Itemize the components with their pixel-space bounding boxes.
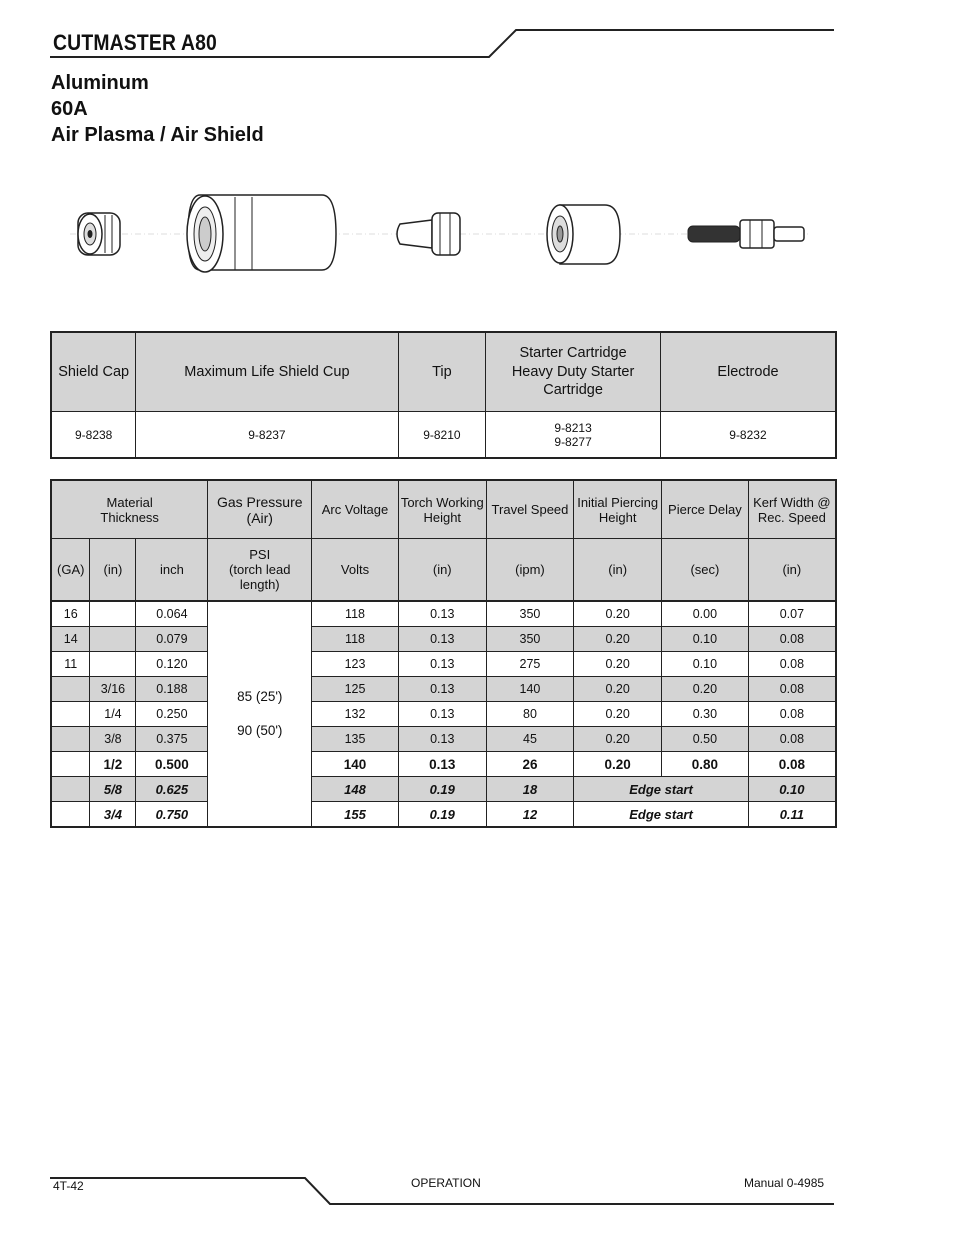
table-row bbox=[51, 777, 836, 802]
cell-inch: 0.750 bbox=[136, 802, 208, 828]
unit-volts: Volts bbox=[312, 539, 399, 602]
cell-ipm: 12 bbox=[486, 802, 574, 828]
parts-header-row bbox=[51, 332, 836, 412]
cut-header-row-1 bbox=[51, 480, 836, 539]
header-initial-piercing-height: Initial Piercing Height bbox=[574, 480, 662, 539]
cell-kerf: 0.08 bbox=[748, 702, 836, 727]
subtitle-amperage: 60A bbox=[51, 98, 88, 120]
starter-cartridge-drawing bbox=[547, 205, 620, 264]
header-travel-speed: Travel Speed bbox=[486, 480, 574, 539]
shield-cup-drawing bbox=[187, 195, 336, 272]
cell-twh: 0.19 bbox=[398, 777, 486, 802]
cell-in: 3/8 bbox=[90, 727, 136, 752]
cell-volts: 132 bbox=[312, 702, 399, 727]
unit-psi-note: (torch lead length) bbox=[229, 562, 291, 592]
unit-ipm: (ipm) bbox=[486, 539, 574, 602]
cell-kerf: 0.08 bbox=[748, 752, 836, 777]
subtitle-material: Aluminum bbox=[51, 72, 149, 94]
value-starter-cartridge-2: 9-8277 bbox=[554, 434, 592, 449]
cell-twh: 0.13 bbox=[398, 652, 486, 677]
table-row bbox=[51, 677, 836, 702]
cell-ipm: 140 bbox=[486, 677, 574, 702]
cell-twh: 0.13 bbox=[398, 627, 486, 652]
cell-ga bbox=[51, 727, 90, 752]
cell-in: 3/4 bbox=[90, 802, 136, 828]
cell-sec: 0.10 bbox=[662, 627, 749, 652]
cell-iph: 0.20 bbox=[574, 627, 662, 652]
table-row bbox=[51, 627, 836, 652]
value-tip: 9-8210 bbox=[398, 412, 486, 459]
cell-twh: 0.13 bbox=[398, 752, 486, 777]
value-shield-cup: 9-8237 bbox=[136, 412, 398, 459]
cell-sec: 0.00 bbox=[662, 601, 749, 627]
header-gas-pressure: Gas Pressure (Air) bbox=[208, 480, 312, 539]
cell-inch: 0.079 bbox=[136, 627, 208, 652]
cell-sec: 0.20 bbox=[662, 677, 749, 702]
header-shield-cup: Maximum Life Shield Cup bbox=[136, 332, 398, 412]
unit-iph: (in) bbox=[574, 539, 662, 602]
tip-drawing bbox=[397, 213, 460, 255]
cell-iph: 0.20 bbox=[574, 601, 662, 627]
value-shield-cap: 9-8238 bbox=[51, 412, 136, 459]
cell-volts: 148 bbox=[312, 777, 399, 802]
document-title: CUTMASTER A80 bbox=[53, 30, 217, 55]
unit-twh: (in) bbox=[398, 539, 486, 602]
cell-sec: 0.50 bbox=[662, 727, 749, 752]
parts-table bbox=[50, 331, 837, 459]
value-electrode: 9-8232 bbox=[660, 412, 836, 459]
cell-inch: 0.188 bbox=[136, 677, 208, 702]
cell-kerf: 0.11 bbox=[748, 802, 836, 828]
table-row bbox=[51, 752, 836, 777]
section-label: OPERATION bbox=[411, 1176, 481, 1190]
table-row bbox=[51, 652, 836, 677]
unit-psi bbox=[208, 539, 312, 602]
cell-inch: 0.064 bbox=[136, 601, 208, 627]
cell-in bbox=[90, 601, 136, 627]
cell-iph: 0.20 bbox=[574, 677, 662, 702]
page-number: 4T-42 bbox=[53, 1179, 84, 1193]
cell-sec: 0.30 bbox=[662, 702, 749, 727]
cell-in: 1/4 bbox=[90, 702, 136, 727]
cell-twh: 0.13 bbox=[398, 677, 486, 702]
cell-gas-pressure bbox=[208, 601, 312, 827]
unit-psi-label: PSI bbox=[249, 547, 271, 562]
cell-inch: 0.120 bbox=[136, 652, 208, 677]
cell-sec: 0.10 bbox=[662, 652, 749, 677]
header-shield-cap: Shield Cap bbox=[51, 332, 136, 412]
table-row bbox=[51, 601, 836, 627]
cell-kerf: 0.08 bbox=[748, 727, 836, 752]
header-pierce-delay: Pierce Delay bbox=[662, 480, 749, 539]
gas-value-25: 85 (25') bbox=[237, 689, 283, 704]
cell-iph: 0.20 bbox=[574, 727, 662, 752]
cell-volts: 135 bbox=[312, 727, 399, 752]
cut-header-row-2 bbox=[51, 539, 836, 602]
cell-inch: 0.375 bbox=[136, 727, 208, 752]
subtitle-block bbox=[51, 70, 264, 148]
cell-iph: 0.20 bbox=[574, 652, 662, 677]
table-row bbox=[51, 727, 836, 752]
cell-twh: 0.13 bbox=[398, 601, 486, 627]
cell-kerf: 0.08 bbox=[748, 652, 836, 677]
cell-ga: 14 bbox=[51, 627, 90, 652]
cell-kerf: 0.07 bbox=[748, 601, 836, 627]
header-tip: Tip bbox=[398, 332, 486, 412]
header-starter-cartridge: Starter Cartridge Heavy Duty Starter Cartridge bbox=[486, 332, 661, 412]
cell-kerf: 0.08 bbox=[748, 677, 836, 702]
cell-ga bbox=[51, 752, 90, 777]
cell-iph: 0.20 bbox=[574, 752, 662, 777]
cell-ipm: 80 bbox=[486, 702, 574, 727]
cell-ga bbox=[51, 802, 90, 828]
cell-volts: 118 bbox=[312, 601, 399, 627]
cell-iph: 0.20 bbox=[574, 702, 662, 727]
cell-volts: 118 bbox=[312, 627, 399, 652]
cell-ga bbox=[51, 702, 90, 727]
cell-inch: 0.250 bbox=[136, 702, 208, 727]
gas-value-50: 90 (50') bbox=[237, 723, 283, 738]
cell-ipm: 26 bbox=[486, 752, 574, 777]
cut-chart-table bbox=[50, 479, 837, 828]
cell-volts: 123 bbox=[312, 652, 399, 677]
header-torch-working-height: Torch Working Height bbox=[398, 480, 486, 539]
unit-kerf: (in) bbox=[748, 539, 836, 602]
cell-ipm: 45 bbox=[486, 727, 574, 752]
parts-values-row bbox=[51, 412, 836, 459]
unit-sec: (sec) bbox=[662, 539, 749, 602]
value-starter-cartridge bbox=[486, 412, 661, 459]
header-material-thickness: Material Thickness bbox=[51, 480, 208, 539]
unit-inch: inch bbox=[136, 539, 208, 602]
subtitle-gas: Air Plasma / Air Shield bbox=[51, 124, 264, 146]
cell-ipm: 350 bbox=[486, 601, 574, 627]
cell-in bbox=[90, 652, 136, 677]
cell-ipm: 18 bbox=[486, 777, 574, 802]
cell-volts: 155 bbox=[312, 802, 399, 828]
shield-cap-drawing bbox=[78, 213, 120, 255]
consumable-parts-illustration bbox=[60, 180, 820, 290]
unit-in: (in) bbox=[90, 539, 136, 602]
cell-in: 5/8 bbox=[90, 777, 136, 802]
table-row bbox=[51, 702, 836, 727]
cell-sec: 0.80 bbox=[662, 752, 749, 777]
cell-ga: 11 bbox=[51, 652, 90, 677]
cell-inch: 0.500 bbox=[136, 752, 208, 777]
cell-in bbox=[90, 627, 136, 652]
header-arc-voltage: Arc Voltage bbox=[312, 480, 399, 539]
manual-number: Manual 0-4985 bbox=[744, 1176, 825, 1190]
cell-ga bbox=[51, 777, 90, 802]
unit-ga: (GA) bbox=[51, 539, 90, 602]
header-electrode: Electrode bbox=[660, 332, 836, 412]
cell-ipm: 350 bbox=[486, 627, 574, 652]
cell-edge-start: Edge start bbox=[574, 777, 748, 802]
cell-twh: 0.19 bbox=[398, 802, 486, 828]
cell-twh: 0.13 bbox=[398, 702, 486, 727]
cell-kerf: 0.08 bbox=[748, 627, 836, 652]
cell-volts: 125 bbox=[312, 677, 399, 702]
cell-inch: 0.625 bbox=[136, 777, 208, 802]
electrode-drawing bbox=[688, 220, 804, 248]
cell-ga bbox=[51, 677, 90, 702]
cell-edge-start: Edge start bbox=[574, 802, 748, 828]
header-kerf-width: Kerf Width @ Rec. Speed bbox=[748, 480, 836, 539]
cell-in: 3/16 bbox=[90, 677, 136, 702]
cell-ipm: 275 bbox=[486, 652, 574, 677]
cell-in: 1/2 bbox=[90, 752, 136, 777]
table-row bbox=[51, 802, 836, 828]
cell-kerf: 0.10 bbox=[748, 777, 836, 802]
cell-volts: 140 bbox=[312, 752, 399, 777]
cell-twh: 0.13 bbox=[398, 727, 486, 752]
value-starter-cartridge-1: 9-8213 bbox=[554, 420, 592, 435]
cell-ga: 16 bbox=[51, 601, 90, 627]
